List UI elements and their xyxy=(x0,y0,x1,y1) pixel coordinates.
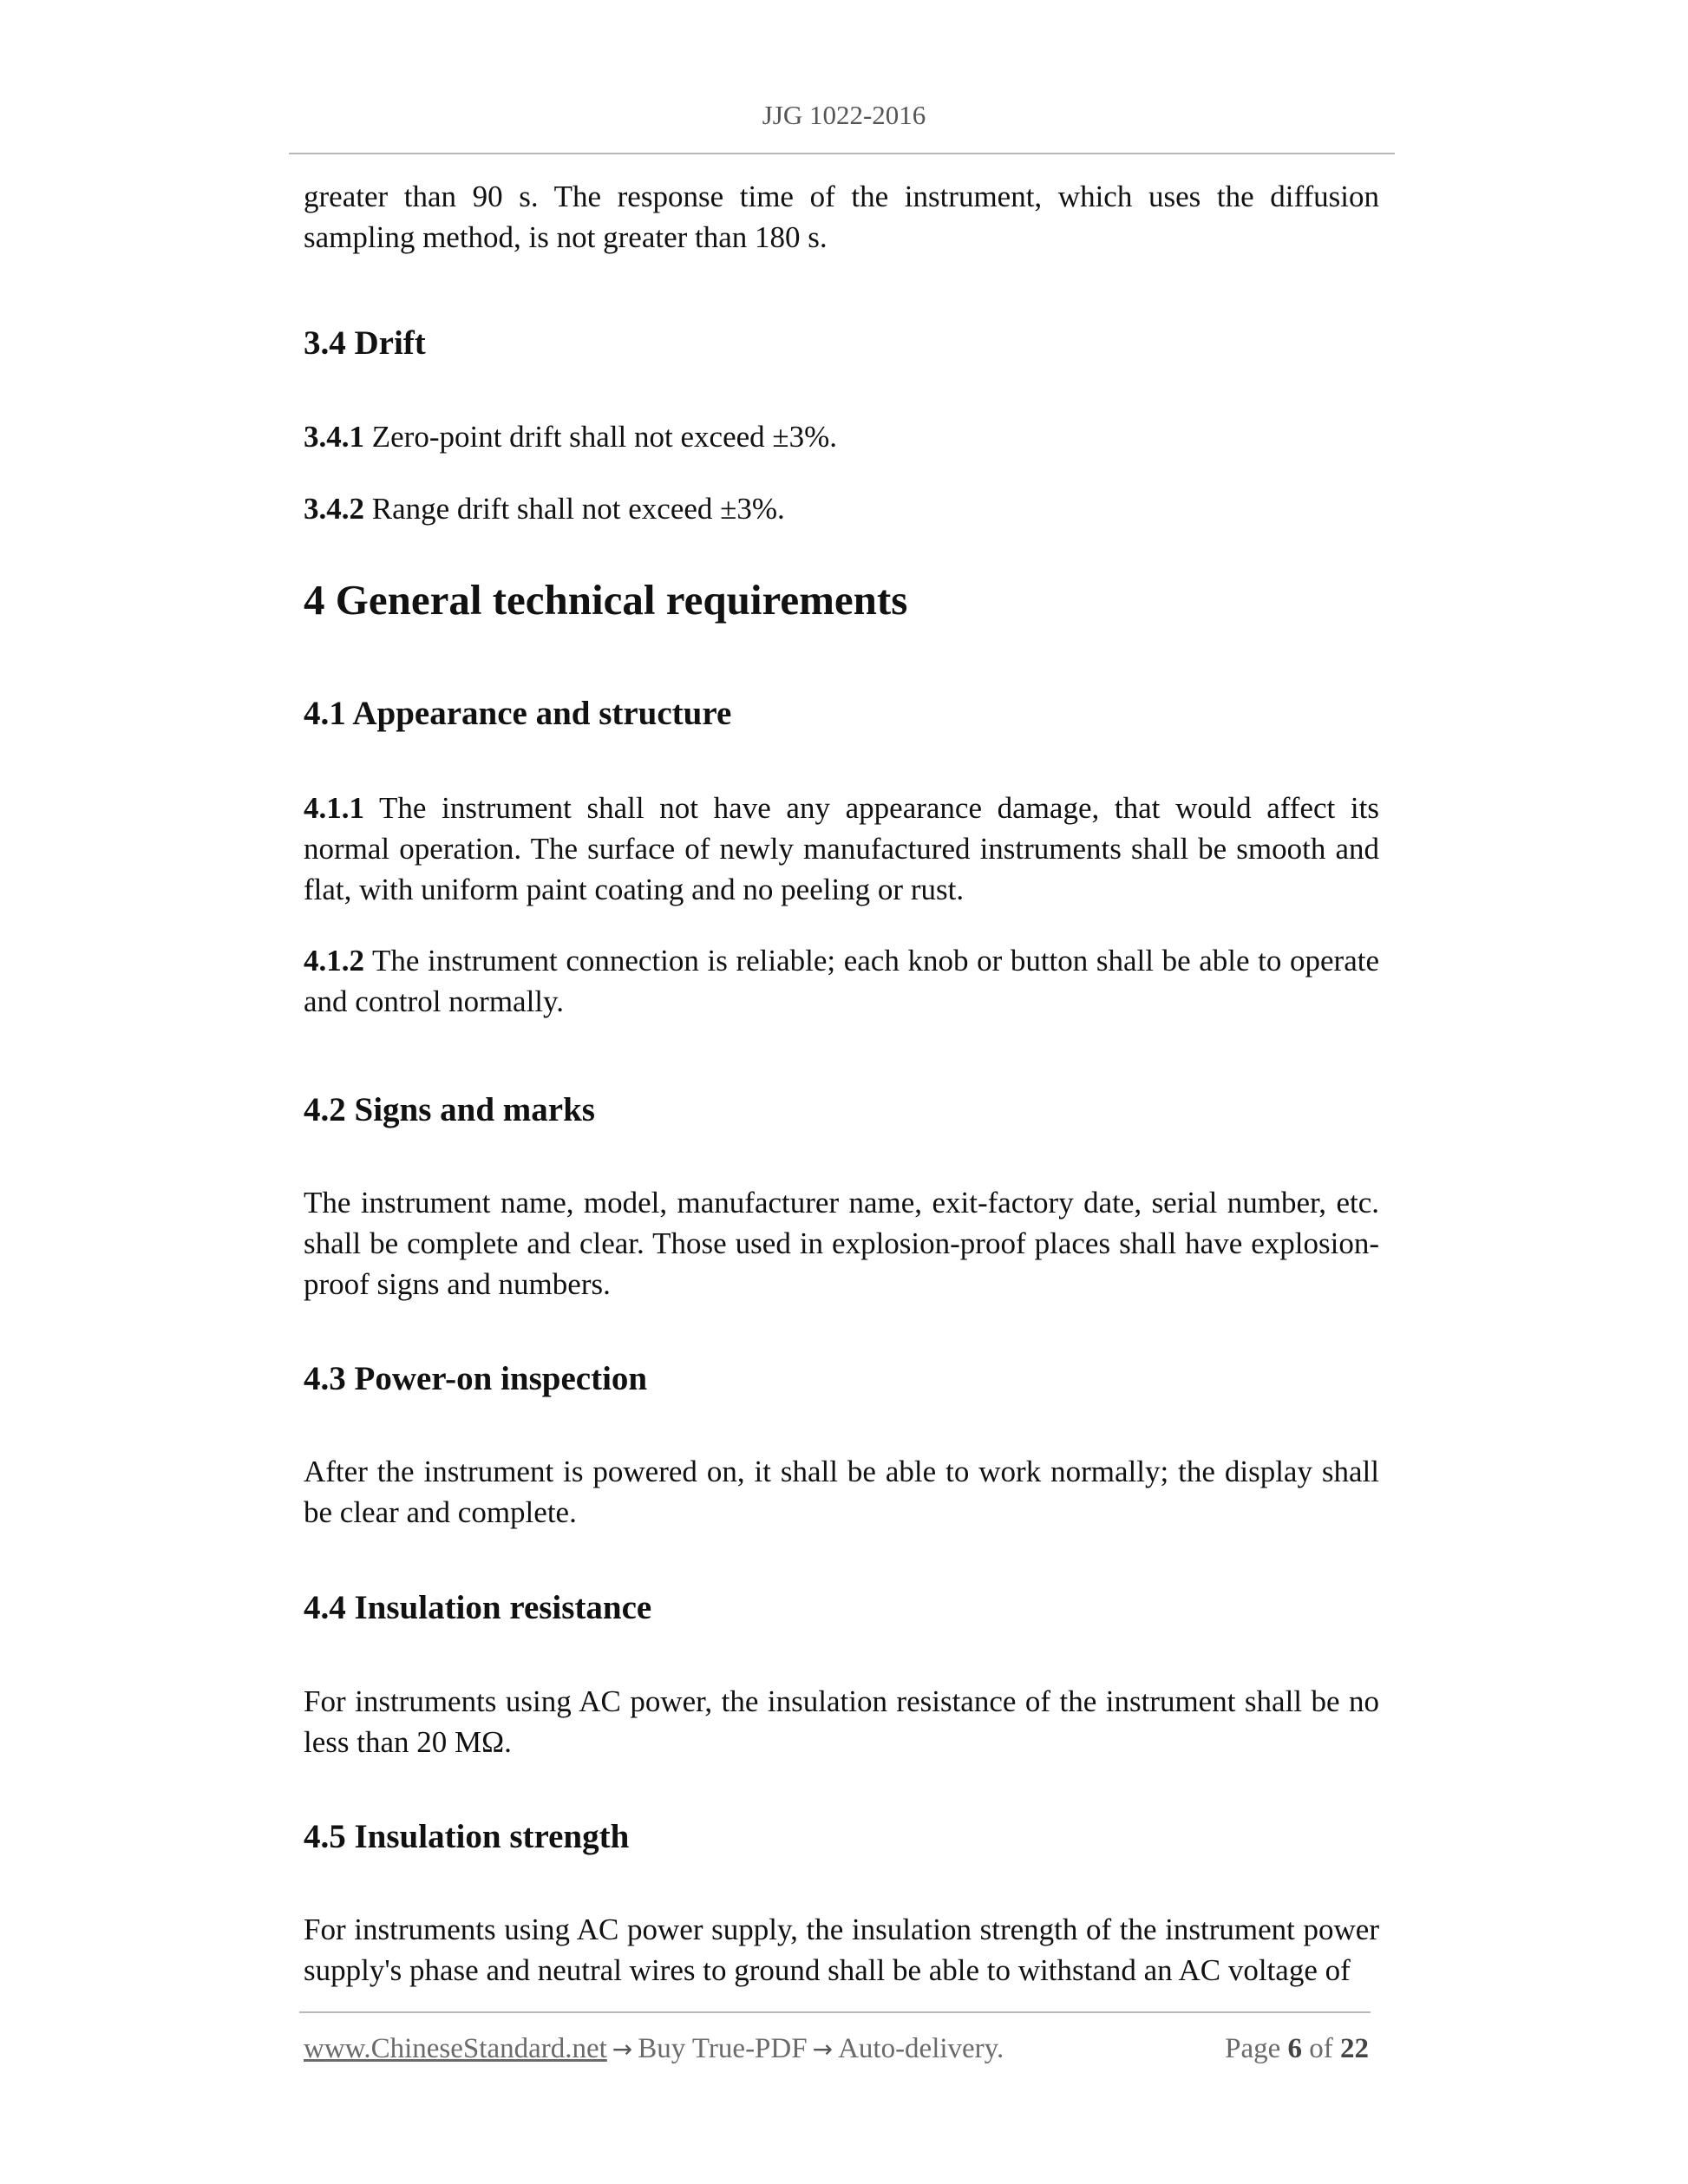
clause-3-4-1 xyxy=(304,416,1379,457)
section-heading-4-3: 4.3 Power-on inspection xyxy=(304,1360,648,1397)
clause-4-1-1 xyxy=(304,788,1379,910)
total-pages: 22 xyxy=(1340,2033,1369,2064)
chapter-heading-4: 4 General technical requirements xyxy=(304,576,908,624)
clause-4-1-2 xyxy=(304,940,1379,1022)
buy-pdf-text: Buy True-PDF xyxy=(638,2033,808,2064)
document-code: JJG 1022-2016 xyxy=(762,100,926,130)
section-heading-4-4: 4.4 Insulation resistance xyxy=(304,1589,652,1626)
section-heading-4-5: 4.5 Insulation strength xyxy=(304,1818,630,1855)
of-label: of xyxy=(1309,2033,1333,2064)
header-divider xyxy=(289,153,1395,154)
footer-divider xyxy=(299,2011,1371,2013)
clause-text: Zero-point drift shall not exceed ±3%. xyxy=(364,420,838,454)
site-link[interactable]: www.ChineseStandard.net xyxy=(304,2033,607,2064)
paragraph-4-2: The instrument name, model, manufacturer name, exit-factory date, serial number, etc. shall be complete and clear. Those used in explosion-proof places shall have explosion-proof signs and numbers. xyxy=(304,1186,1379,1301)
current-page: 6 xyxy=(1287,2033,1302,2064)
clause-3-4-2 xyxy=(304,488,1379,529)
paragraph-4-3: After the instrument is powered on, it shall be able to work normally; the display shall be clear and complete. xyxy=(304,1455,1379,1529)
clause-number: 3.4.2 xyxy=(304,492,364,526)
clause-text: The instrument connection is reliable; each knob or button shall be able to operate and control normally. xyxy=(304,944,1379,1018)
clause-number: 3.4.1 xyxy=(304,420,364,454)
section-heading-4-1: 4.1 Appearance and structure xyxy=(304,695,732,732)
auto-delivery-text: Auto-delivery. xyxy=(838,2033,1004,2064)
footer-promo xyxy=(304,2030,1004,2069)
arrow-right-icon: → xyxy=(812,2035,834,2063)
paragraph-4-4: For instruments using AC power, the insulation resistance of the instrument shall be no less than 20 MΩ. xyxy=(304,1684,1379,1759)
paragraph-continuation: greater than 90 s. The response time of the instrument, which uses the diffusion sampling method, is not greater than 180 s. xyxy=(304,180,1379,254)
clause-number: 4.1.1 xyxy=(304,791,364,825)
page-footer xyxy=(304,2030,1369,2068)
section-heading-3-4: 3.4 Drift xyxy=(304,324,426,362)
page-number xyxy=(1225,2030,1369,2068)
clause-text: The instrument shall not have any appearance damage, that would affect its normal operation. The surface of newly manufactured instruments shall be smooth and flat, with uniform paint coating and no peeling or rust. xyxy=(304,791,1379,906)
paragraph-4-5: For instruments using AC power supply, the insulation strength of the instrument power supply's phase and neutral wires to ground shall be able to withstand an AC voltage of xyxy=(304,1913,1379,1987)
arrow-right-icon: → xyxy=(612,2035,633,2063)
clause-number: 4.1.2 xyxy=(304,944,364,978)
clause-text: Range drift shall not exceed ±3%. xyxy=(364,492,785,526)
section-heading-4-2: 4.2 Signs and marks xyxy=(304,1091,595,1128)
page-label: Page xyxy=(1225,2033,1281,2064)
